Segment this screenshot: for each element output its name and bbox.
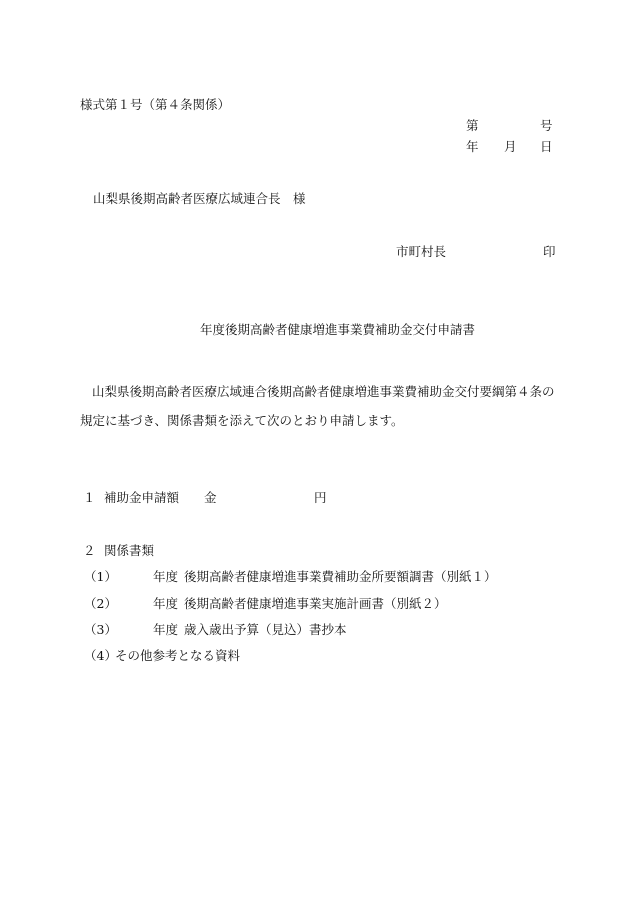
amount-prefix: 金 bbox=[204, 490, 217, 505]
doc-title: 歳入歳出予算（見込）書抄本 bbox=[184, 622, 347, 637]
date-month: 月 bbox=[504, 139, 517, 154]
number-suffix: 号 bbox=[540, 118, 553, 133]
doc-title: 後期高齢者健康増進事業費補助金所要額調書（別紙１） bbox=[184, 569, 497, 584]
doc-index: （2） bbox=[84, 596, 117, 611]
doc-year-label: 年度 bbox=[153, 622, 179, 637]
seal-mark: 印 bbox=[543, 244, 556, 259]
item1-label: 補助金申請額 bbox=[104, 490, 180, 505]
addressee: 山梨県後期高齢者医療広域連合長 様 bbox=[93, 191, 306, 206]
form-label: 様式第１号（第４条関係） bbox=[80, 97, 231, 112]
document-title: 年度後期高齢者健康増進事業費補助金交付申請書 bbox=[200, 322, 476, 337]
body-line: 山梨県後期高齢者医療広域連合後期高齢者健康増進事業費補助金交付要綱第４条の bbox=[92, 384, 555, 399]
body-paragraph bbox=[80, 377, 560, 435]
doc-index: （3） bbox=[84, 622, 117, 637]
date-day: 日 bbox=[540, 139, 553, 154]
item2-label: 関係書類 bbox=[104, 543, 155, 558]
date-year: 年 bbox=[466, 139, 479, 154]
amount-unit: 円 bbox=[314, 490, 327, 505]
item2-number: ２ bbox=[83, 543, 96, 558]
doc-index: （4） bbox=[84, 648, 117, 663]
body-line: 規定に基づき、関係書類を添えて次のとおり申請します。 bbox=[80, 413, 404, 428]
doc-year-label: 年度 bbox=[153, 569, 179, 584]
doc-title: 後期高齢者健康増進事業実施計画書（別紙２） bbox=[184, 596, 447, 611]
doc-year-label: 年度 bbox=[153, 596, 179, 611]
doc-index: （1） bbox=[84, 569, 117, 584]
doc-title: その他参考となる資料 bbox=[115, 648, 241, 663]
applicant-title: 市町村長 bbox=[396, 244, 447, 259]
number-prefix: 第 bbox=[466, 118, 479, 133]
item1-number: １ bbox=[83, 490, 96, 505]
